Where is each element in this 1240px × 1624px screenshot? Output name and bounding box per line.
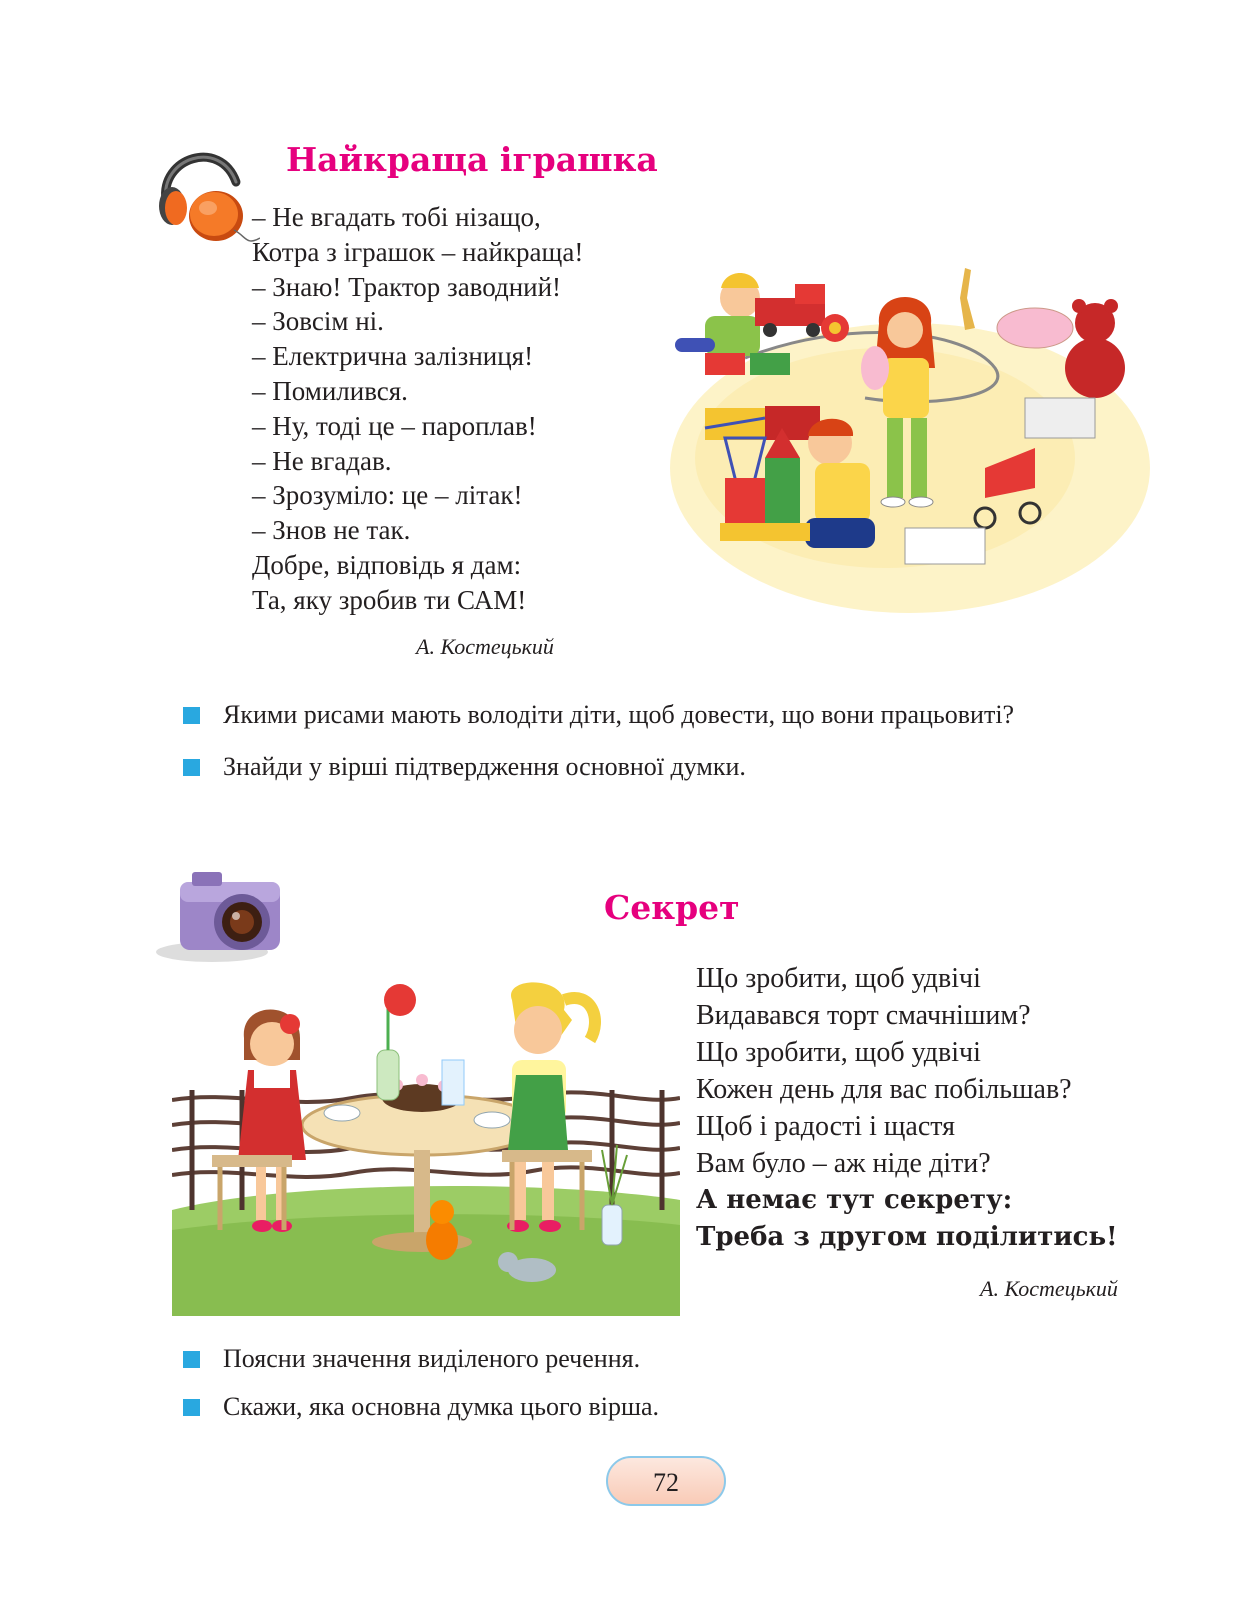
page-number: 72 [606,1456,726,1506]
poem-line-bold: А немає тут секрету: [696,1185,1013,1215]
poem-line: Кожен день для вас побільшав? [696,1074,1072,1105]
poem-title-2: Секрет [604,888,740,927]
poem-line: Щоб і радості і щастя [696,1111,956,1142]
boy-figure [675,273,760,356]
question-text: Поясни значення виділеного речення. [223,1344,641,1373]
question-square-icon [183,759,200,776]
poem-line: – Зовсім ні. [252,306,384,337]
poem-line: – Знаю! Трактор заводний! [252,271,562,302]
poem-line: Добре, відповідь я дам: [252,549,522,580]
poem-line: – Помилився. [252,375,408,406]
question-item [183,700,1014,730]
poem-line: Котра з іграшок – найкраща! [252,236,584,267]
poem-line: – Ну, тоді це – пароплав! [252,410,537,441]
poem-line: Що зробити, щоб удвічі [696,1037,981,1068]
poem-line-bold: Треба з другом поділитись! [696,1222,1118,1252]
question-square-icon [183,1351,200,1368]
poem-1 [252,200,583,618]
question-item [183,1392,659,1422]
camera-icon [152,864,294,964]
poem-line: Що зробити, щоб удвічі [696,963,981,994]
question-square-icon [183,1399,200,1416]
poem-author-2: А. Костецький [980,1276,1118,1301]
toys-illustration [665,258,1155,618]
question-item [183,1344,640,1374]
ginger-cat [426,1200,458,1260]
headphones-icon [150,138,260,248]
poem-line: – Електрична залізниця! [252,341,534,372]
poem-line: Видавався торт смачнішим? [696,1000,1031,1031]
poem-line: – Не вгадав. [252,445,392,476]
poem-2 [696,960,1118,1256]
poem-line: Та, яку зробив ти САМ! [252,584,527,615]
question-text: Скажи, яка основна думка цього вірша. [223,1392,660,1421]
question-text: Якими рисами мають володіти діти, щоб довести, що вони працьовиті? [223,700,1015,729]
poem-line: – Знов не так. [252,515,411,546]
question-item [183,752,746,782]
question-text: Знайди у вірші підтвердження основної думки. [223,752,746,781]
tea-party-illustration [172,980,680,1316]
poem-title-1: Найкраща іграшка [286,140,658,179]
question-square-icon [183,707,200,724]
poem-author-1: А. Костецький [416,634,554,659]
poem-line: – Не вгадать тобі нізащо, [252,202,541,232]
poem-line: Вам було – аж ніде діти? [696,1148,991,1179]
poem-line: – Зрозуміло: це – літак! [252,480,523,511]
teddy-bear [1065,299,1125,398]
